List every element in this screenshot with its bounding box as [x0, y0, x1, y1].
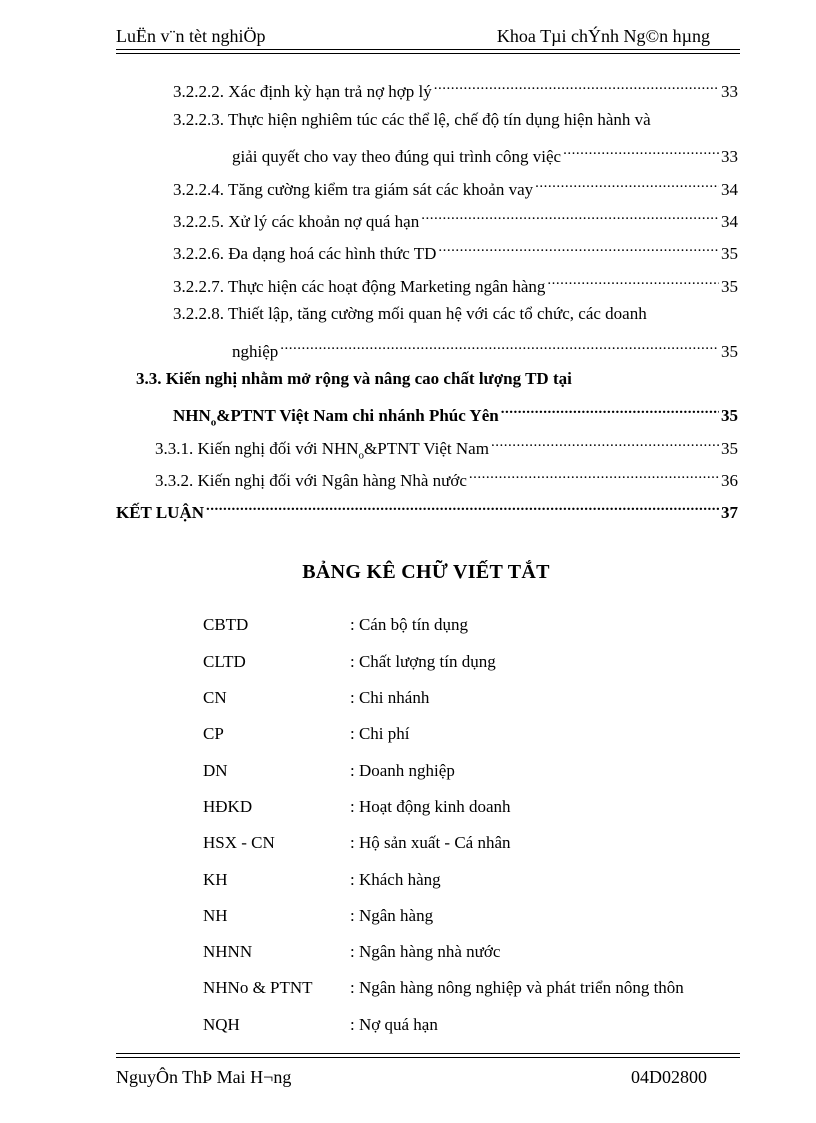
- footer-rule-bottom: [116, 1057, 740, 1058]
- toc-entry: 3.3.2. Kiến nghị đối với Ngân hàng Nhà nước ..... 36: [155, 466, 738, 491]
- header-faculty-label: Khoa Tµi chÝnh Ng©n hµng: [496, 26, 710, 46]
- toc-entry: giải quyết cho vay theo đúng qui trình công việc ..... 33: [232, 142, 738, 167]
- page-footer: [116, 1067, 740, 1089]
- toc-section-heading: $NHN_o\&PTNT$ Việt Nam chi nhánh Phúc Yên ..... 35: [173, 401, 738, 432]
- toc-entry: 3.2.2.6. Đa dạng hoá các hình thức TD ..... 35: [173, 239, 738, 264]
- toc-entry: 3.2.2.8. Thiết lập, tăng cường mối quan hệ với các tổ chức, các doanh: [173, 304, 647, 323]
- toc-page-number: 34: [721, 180, 738, 199]
- toc-page-number: 35: [721, 244, 738, 263]
- toc-section-heading: 3.3. Kiến nghị nhằm mở rộng và nâng cao chất lượng TD tại: [136, 369, 572, 388]
- toc-entry: 3.2.2.4. Tăng cường kiểm tra giám sát các khoản vay ..... 34: [173, 175, 738, 200]
- toc-conclusion: KẾT LUẬN ..... 37: [116, 498, 738, 523]
- page-header: [116, 26, 740, 48]
- footer-rule-top: [116, 1053, 740, 1054]
- abbreviations-title: BẢNG KÊ CHỮ VIẾT TẮT: [302, 561, 550, 583]
- toc-entry: 3.2.2.5. Xử lý các khoản nợ quá hạn ..... 34: [173, 207, 738, 232]
- toc-entry: 3.2.2.2. Xác định kỳ hạn trả nợ hợp lý ..... 33: [173, 77, 738, 102]
- toc-entry: 3.2.2.3. Thực hiện nghiêm túc các thể lệ, chế độ tín dụng hiện hành và: [173, 110, 651, 129]
- toc-page-number: 34: [721, 212, 738, 231]
- footer-author: NguyÔn ThÞ Mai H¬ng: [116, 1067, 292, 1087]
- toc-entry: nghiệp ..... 35: [232, 337, 738, 362]
- toc-page-number: 37: [721, 503, 738, 522]
- toc-page-number: 35: [721, 342, 738, 361]
- footer-student-id: 04D02800: [631, 1067, 707, 1087]
- toc-page-number: 35: [721, 406, 738, 425]
- toc-page-number: 35: [721, 439, 738, 458]
- toc-page-number: 33: [721, 82, 738, 101]
- header-thesis-label: LuËn v¨n tèt nghiÖp: [116, 26, 266, 46]
- header-rule-top: [116, 49, 740, 50]
- toc-page-number: 33: [721, 147, 738, 166]
- header-rule-bottom: [116, 53, 740, 54]
- toc-entry: 3.2.2.7. Thực hiện các hoạt động Marketing ngân hàng ..... 35: [173, 272, 738, 297]
- toc-page-number: 36: [721, 471, 738, 490]
- toc-entry: 3.3.1. Kiến nghị đối với $NHN_o\&PTNT$ Việt Nam ..... 35: [155, 434, 738, 465]
- toc-page-number: 35: [721, 277, 738, 296]
